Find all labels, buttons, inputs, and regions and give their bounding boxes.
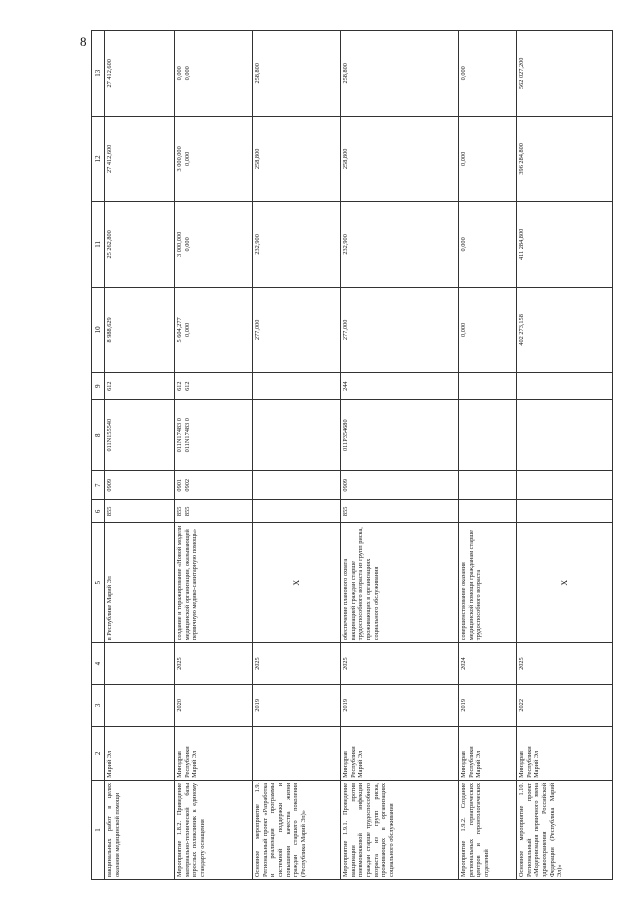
- cell-c6: [175, 500, 253, 523]
- cell-line: 25 262,800: [106, 230, 113, 259]
- cell-c1: Мероприятие 1.9.1. Проведение вакцинации против пневмококковой инфекции граждан старше трудоспособного возраста из групп риска, проживающих в организациях социального обслуживания: [341, 780, 459, 879]
- cell-line: 562 027,200: [518, 57, 525, 90]
- cell-c2: Минздрав Республики Марий Эл: [341, 726, 459, 780]
- cell-line: 258,800: [254, 63, 261, 84]
- cell-line: 258,800: [342, 63, 349, 84]
- cell-c10: [341, 287, 459, 373]
- cell-c4: 2025: [253, 643, 341, 685]
- cell-c10: [175, 287, 253, 373]
- cell-line: 277,000: [342, 319, 349, 341]
- cell-c13: [459, 31, 517, 117]
- cell-c12: [341, 116, 459, 202]
- cell-c9: [175, 373, 253, 400]
- cell-line: 0,000: [183, 322, 191, 337]
- cell-c6: [253, 500, 341, 523]
- cell-c1: Основное мероприятие 1.9. Региональный проект «Разработка и реализация программы системной поддержки и повышения качества жизни граждан старшего поколения (Республика Марий Эл)»: [253, 780, 341, 879]
- header-cell: 13: [92, 31, 105, 117]
- cell-c1: Мероприятие 1.8.2. Приведение материально-технической базы взрослых поликлиник к единому стандарту оснащения: [175, 780, 253, 879]
- cell-c4: 2025: [175, 643, 253, 685]
- header-row: [92, 31, 105, 880]
- cell-c12: [105, 116, 175, 202]
- cell-line: 277,000: [254, 319, 261, 341]
- cell-c5: X: [253, 523, 341, 643]
- cell-line: 0902: [183, 478, 191, 492]
- cell-c7: [105, 471, 175, 500]
- cell-c3: 2019: [253, 684, 341, 726]
- cell-c5: X: [517, 523, 613, 643]
- cell-line: 011N155540: [106, 418, 113, 452]
- cell-c13: [517, 31, 613, 117]
- cell-c7: [517, 471, 613, 500]
- cell-line: 0,000: [183, 237, 191, 252]
- cell-c11: [105, 202, 175, 288]
- cell-line: 011P354680: [342, 419, 349, 452]
- cell-c2: Минздрав Республики Марий Эл: [459, 726, 517, 780]
- cell-c4: 2025: [517, 643, 613, 685]
- cell-line: 0,000: [460, 151, 467, 166]
- cell-c5: совершенствование оказания медицинской помощи гражданам старше трудоспособного возраста: [459, 523, 517, 643]
- cell-c3: 2019: [459, 684, 517, 726]
- cell-c8: [517, 400, 613, 471]
- header-cell: 7: [92, 471, 105, 500]
- cell-c3: 2019: [341, 684, 459, 726]
- cell-line: 3 000,000: [176, 231, 183, 257]
- cell-line: 0,000: [460, 66, 467, 81]
- cell-line: 0901: [176, 478, 183, 492]
- cell-c6: [459, 500, 517, 523]
- cell-c9: [105, 373, 175, 400]
- cell-line: 0,000: [183, 66, 191, 81]
- cell-line: 011N17483 0: [183, 418, 191, 453]
- cell-c5: создание и тиражирование «Новой модели медицинской организации, оказывающей первичную медико-санитарную помощь»: [175, 523, 253, 643]
- cell-line: 855: [183, 506, 191, 517]
- cell-c4: [105, 643, 175, 685]
- cell-c1: Основное мероприятие 1.10. Региональный проект «Модернизация первичного звена здравоохранения Российской Федерации (Республика Марий Эл)»: [517, 780, 613, 879]
- cell-c4: 2025: [341, 643, 459, 685]
- cell-line: 27 412,600: [106, 144, 113, 174]
- cell-c13: [253, 31, 341, 117]
- cell-line: 612: [183, 381, 191, 391]
- cell-line: 8 988,629: [106, 317, 113, 343]
- cell-line: 612: [106, 381, 113, 391]
- cell-c6: [341, 500, 459, 523]
- cell-c8: [175, 400, 253, 471]
- page-number: 8: [80, 34, 87, 49]
- cell-line: 5 604,277: [176, 317, 183, 343]
- table-row: [459, 31, 517, 880]
- cell-c7: [459, 471, 517, 500]
- cell-c2: Минздрав Республики Марий Эл: [517, 726, 613, 780]
- cell-c3: [105, 684, 175, 726]
- table-row: [253, 31, 341, 880]
- header-cell: 3: [92, 684, 105, 726]
- table-row: [341, 31, 459, 880]
- cell-c12: [517, 116, 613, 202]
- cell-c2: Марий Эл: [105, 726, 175, 780]
- cell-line: 011N17483 0: [176, 418, 183, 453]
- cell-c13: [175, 31, 253, 117]
- cell-line: 402 273,158: [518, 314, 525, 346]
- cell-c3: 2020: [175, 684, 253, 726]
- rotated-page: [91, 10, 611, 880]
- cell-c10: [517, 287, 613, 373]
- header-cell: 11: [92, 202, 105, 288]
- cell-c13: [341, 31, 459, 117]
- cell-c6: [105, 500, 175, 523]
- cell-line: 0,000: [460, 237, 467, 252]
- cell-c8: [105, 400, 175, 471]
- cell-c9: [517, 373, 613, 400]
- header-cell: 12: [92, 116, 105, 202]
- cell-line: 0909: [342, 478, 349, 492]
- cell-c9: [253, 373, 341, 400]
- cell-line: 258,800: [254, 148, 261, 170]
- cell-c11: [459, 202, 517, 288]
- cell-line: 411 284,800: [518, 228, 525, 260]
- cell-c3: 2022: [517, 684, 613, 726]
- cell-line: 0909: [106, 478, 113, 492]
- table-row: [517, 31, 613, 880]
- cell-line: 855: [176, 506, 183, 517]
- cell-c11: [341, 202, 459, 288]
- cell-line: 612: [176, 381, 183, 391]
- header-cell: 1: [92, 780, 105, 879]
- header-cell: 4: [92, 643, 105, 685]
- cell-c8: [459, 400, 517, 471]
- table-row: [175, 31, 253, 880]
- cell-c9: [459, 373, 517, 400]
- cell-c12: [459, 116, 517, 202]
- cell-line: 232,900: [254, 234, 261, 255]
- cell-c11: [517, 202, 613, 288]
- cell-line: 0,000: [460, 322, 467, 337]
- cell-c5: обеспечение планового охвата вакцинацией граждан старше трудоспособного возраста из групп риска, проживающих в организациях социального обслуживания: [341, 523, 459, 643]
- header-cell: 6: [92, 500, 105, 523]
- cell-c12: [253, 116, 341, 202]
- cell-line: 232,900: [342, 234, 349, 255]
- cell-line: 0,000: [183, 151, 191, 166]
- cell-c7: [341, 471, 459, 500]
- cell-c5: в Республике Марий Эл: [105, 523, 175, 643]
- budget-table: [91, 30, 613, 880]
- cell-c1: Мероприятие 1.9.2. Создание региональных гериатрических центров и геронтологических отделений: [459, 780, 517, 879]
- cell-c8: [253, 400, 341, 471]
- cell-c11: [175, 202, 253, 288]
- header-cell: 8: [92, 400, 105, 471]
- cell-c8: [341, 400, 459, 471]
- cell-line: 27 412,600: [106, 59, 113, 88]
- cell-c9: [341, 373, 459, 400]
- header-cell: 2: [92, 726, 105, 780]
- header-cell: 9: [92, 373, 105, 400]
- cell-line: 0,000: [176, 66, 183, 81]
- cell-c10: [105, 287, 175, 373]
- cell-line: 244: [342, 381, 349, 391]
- table-row: [105, 31, 175, 880]
- cell-c2: [253, 726, 341, 780]
- cell-line: 855: [106, 506, 113, 517]
- cell-line: 3 000,000: [176, 146, 183, 172]
- cell-c7: [253, 471, 341, 500]
- cell-c10: [253, 287, 341, 373]
- cell-line: 855: [342, 506, 349, 517]
- cell-line: 396 284,800: [518, 143, 525, 175]
- cell-c10: [459, 287, 517, 373]
- cell-c4: 2024: [459, 643, 517, 685]
- cell-c13: [105, 31, 175, 117]
- header-cell: 5: [92, 523, 105, 643]
- cell-c11: [253, 202, 341, 288]
- cell-c12: [175, 116, 253, 202]
- cell-c6: [517, 500, 613, 523]
- cell-c7: [175, 471, 253, 500]
- cell-line: 258,800: [342, 148, 349, 170]
- cell-c1: вакцинальных работ в целях оказания медицинской помощи: [105, 780, 175, 879]
- header-cell: 10: [92, 287, 105, 373]
- cell-c2: Минздрав Республики Марий Эл: [175, 726, 253, 780]
